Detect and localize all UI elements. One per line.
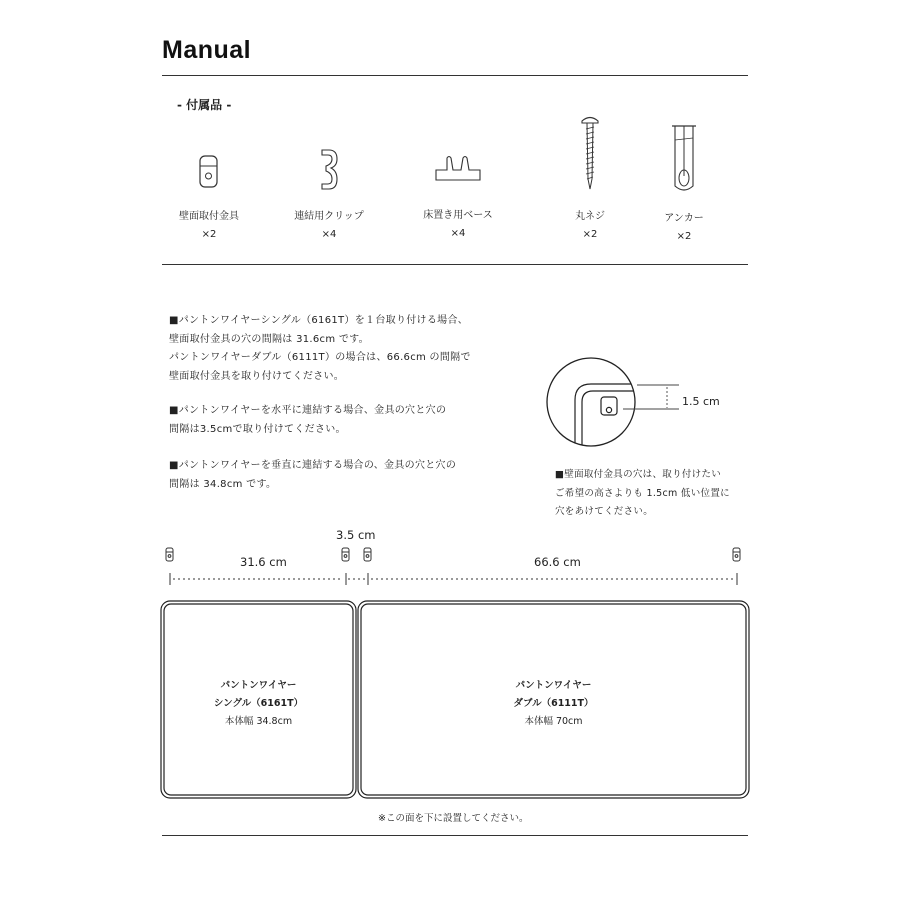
gap-dimension-label: 3.5 cm xyxy=(336,528,376,542)
detail-note-line: ご希望の高さよりも 1.5cm 低い位置に xyxy=(555,487,730,499)
instruction-line: ■パントンワイヤーシングル（6161T）を１台取り付ける場合、 xyxy=(169,315,469,326)
part-name: 壁面取付金具 xyxy=(179,211,239,222)
accessories-divider xyxy=(162,264,748,265)
instruction-line: 壁面取付金具の穴の間隔は 31.6cm です。 xyxy=(169,333,369,345)
panel-label-line: 本体幅 34.8cm xyxy=(224,716,293,727)
title-divider xyxy=(162,75,748,76)
layout-diagram xyxy=(155,545,755,805)
single-panel-label xyxy=(161,677,356,731)
part-wall-bracket xyxy=(149,152,269,244)
bracket-markers xyxy=(166,548,740,561)
instruction-line: ■パントンワイヤーを垂直に連結する場合の、金具の穴と穴の xyxy=(169,460,457,471)
panel-label-line: ダブル（6111T） xyxy=(513,698,594,709)
instruction-line: 壁面取付金具を取り付けてください。 xyxy=(169,370,345,382)
part-qty: ×2 xyxy=(676,231,692,242)
page-title: Manual xyxy=(162,36,252,64)
part-name: 床置き用ベース xyxy=(423,210,493,221)
instruction-line: ■パントンワイヤーを水平に連結する場合、金具の穴と穴の xyxy=(169,405,447,416)
part-name: 丸ネジ xyxy=(575,211,605,222)
wall-bracket-icon xyxy=(342,548,349,561)
floor-base-icon xyxy=(433,152,483,187)
panel-label-line: パントンワイヤー xyxy=(220,680,297,691)
wall-bracket-icon xyxy=(166,548,173,561)
instruction-line: パントンワイヤーダブル（6111T）の場合は、66.6cm の間隔で xyxy=(169,352,471,363)
part-qty: ×2 xyxy=(582,229,598,240)
double-panel-label xyxy=(358,677,749,731)
wall-bracket-icon xyxy=(197,152,221,192)
bottom-note: ※この面を下に設置してください。 xyxy=(378,813,529,824)
instruction-block-vertical xyxy=(169,457,456,494)
detail-note-line: ■壁面取付金具の穴は、取り付けたい xyxy=(555,469,722,480)
part-qty: ×4 xyxy=(321,229,337,240)
part-floor-base xyxy=(398,152,518,243)
wall-bracket-icon xyxy=(733,548,740,561)
connecting-clip-icon xyxy=(317,147,341,192)
panel-label-line: 本体幅 70cm xyxy=(524,716,583,727)
panel-label-line: パントンワイヤー xyxy=(515,680,592,691)
part-name: 連結用クリップ xyxy=(294,211,364,222)
detail-note xyxy=(555,466,730,522)
accessories-heading: - 付属品 - xyxy=(177,98,232,112)
part-anchor xyxy=(624,120,744,246)
detail-note-line: 穴をあけてください。 xyxy=(555,506,654,517)
instruction-line: 間隔は 34.8cm です。 xyxy=(169,478,277,490)
part-qty: ×4 xyxy=(450,228,466,239)
single-width-label: 31.6 cm xyxy=(240,555,287,569)
part-connecting-clip xyxy=(269,147,389,244)
panel-label-line: シングル（6161T） xyxy=(213,698,304,709)
wall-bracket-icon xyxy=(364,548,371,561)
bottom-divider xyxy=(162,835,748,836)
screw-icon xyxy=(578,113,602,193)
offset-label: 1.5 cm xyxy=(682,395,720,408)
dimension-lines xyxy=(170,573,737,585)
anchor-icon xyxy=(669,120,699,195)
instruction-block-single-double xyxy=(169,312,471,386)
instruction-line: 間隔は3.5cmで取り付けてください。 xyxy=(169,423,346,435)
double-width-label: 66.6 cm xyxy=(534,555,581,569)
part-name: アンカー xyxy=(664,213,704,224)
part-qty: ×2 xyxy=(201,229,217,240)
instruction-block-horizontal xyxy=(169,402,446,439)
